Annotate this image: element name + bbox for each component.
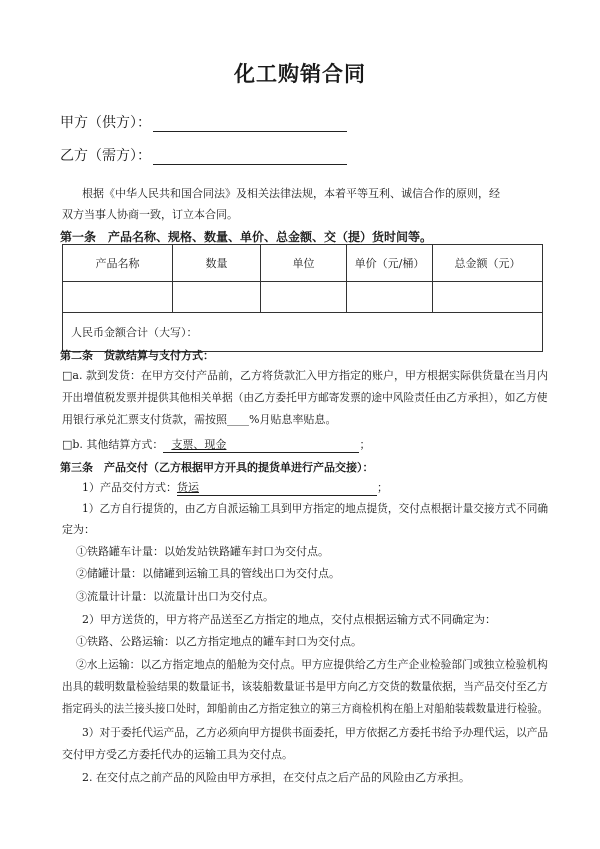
table-cell[interactable] <box>347 282 433 313</box>
party-b-field[interactable] <box>153 150 347 165</box>
total-amount-label: 人民币金额合计（大写）： <box>63 313 543 352</box>
delivery-value: 货运 <box>177 481 199 494</box>
consign-line-1: 3）对于委托代运产品，乙方必须向甲方提供书面委托，甲方依据乙方委托书给予办理代运，以产品 <box>82 726 549 739</box>
water-line-2: 出具的载明数量检验结果的数量证书，该装船数量证书是甲方向乙方交货的数量依据，当产品交付至乙方 <box>62 680 548 693</box>
water-line-3: 指定码头的法兰接头接口处时，卸船前由乙方指定独立的第三方商检机构在船上对船舶装载数量进行检验。 <box>62 702 548 715</box>
list-item: ①铁路、公路运输：以乙方指定地点的罐车封口为交付点。 <box>76 635 362 648</box>
table-header-cell: 单价（元/桶） <box>347 245 433 282</box>
article3-heading: 第三条 产品交付（乙方根据甲方开具的提货单进行产品交接）： <box>60 461 374 474</box>
self-pickup-line-cont: 定为： <box>62 523 95 536</box>
option-a-line-2: 开出增值税发票并提供其他相关单据（由乙方委托甲方邮寄发票的途中风险责任由乙方承担），如乙方使 <box>62 391 548 404</box>
water-line-1: ②水上运输：以乙方指定地点的船舱为交付点。甲方应提供给乙方生产企业检验部门或独立检验机构 <box>76 658 548 671</box>
party-b-row <box>60 145 347 165</box>
intro-line-2: 双方当事人协商一致，订立本合同。 <box>62 208 238 221</box>
table-cell[interactable] <box>433 282 543 313</box>
table-header-row <box>63 245 543 282</box>
product-table <box>62 244 543 352</box>
table-header-cell: 产品名称 <box>63 245 173 282</box>
consign-line-2: 交付甲方受乙方委托代办的运输工具为交付点。 <box>62 748 293 761</box>
party-a-field[interactable] <box>153 117 347 132</box>
option-b-field[interactable] <box>163 437 359 453</box>
table-header-cell: 数量 <box>173 245 261 282</box>
option-a-line-3: 用银行承兑汇票支付货款，需按照____%月贴息率贴息。 <box>62 413 337 426</box>
delivery-row: 1）产品交付方式：货运 ； <box>82 481 388 494</box>
delivery-label: 1）产品交付方式： <box>82 481 177 494</box>
list-item: ③流量计计量：以流量计出口为交付点。 <box>76 590 274 603</box>
deliver-line: 2）甲方送货的，甲方将产品送至乙方指定的地点，交付点根据运输方式不同确定为： <box>82 613 496 626</box>
option-b-label: □b. 其他结算方式： <box>62 438 164 451</box>
table-row <box>63 282 543 313</box>
delivery-field[interactable] <box>177 480 377 496</box>
party-a-label: 甲方（供方）： <box>60 115 151 131</box>
list-item: ②储罐计量：以储罐到运输工具的管线出口为交付点。 <box>76 567 340 580</box>
list-item: ①铁路罐车计量：以始发站铁路罐车封口为交付点。 <box>76 545 329 558</box>
page-title: 化工购销合同 <box>234 61 366 86</box>
table-cell[interactable] <box>63 282 173 313</box>
intro-line-1: 根据《中华人民共和国合同法》及相关法律法规，本着平等互利、诚信合作的原则，经 <box>82 187 500 200</box>
article2-heading: 第二条 货款结算与支付方式： <box>60 349 214 362</box>
option-b-row: □b. 其他结算方式： 支票、现金 ； <box>62 438 371 451</box>
table-total-row <box>63 313 543 352</box>
table-cell[interactable] <box>173 282 261 313</box>
risk-line: 2. 在交付点之前产品的风险由甲方承担，在交付点之后产品的风险由乙方承担。 <box>82 771 470 784</box>
party-a-row <box>60 112 347 132</box>
table-header-cell: 单位 <box>261 245 347 282</box>
option-b-value: 支票、现金 <box>171 438 227 451</box>
table-cell[interactable] <box>261 282 347 313</box>
table-header-cell: 总金额（元） <box>433 245 543 282</box>
article1-heading: 第一条 产品名称、规格、数量、单价、总金额、交（提）货时间等。 <box>60 230 433 244</box>
party-b-label: 乙方（需方）： <box>60 148 151 164</box>
option-a-line-1: □a. 款到发货：在甲方交付产品前，乙方将货款汇入甲方指定的账户，甲方根据实际供货量在当月内 <box>62 369 548 382</box>
self-pickup-line: 1）乙方自行提货的，由乙方自派运输工具到甲方指定的地点提货，交付点根据计量交接方式不同确 <box>82 502 549 515</box>
